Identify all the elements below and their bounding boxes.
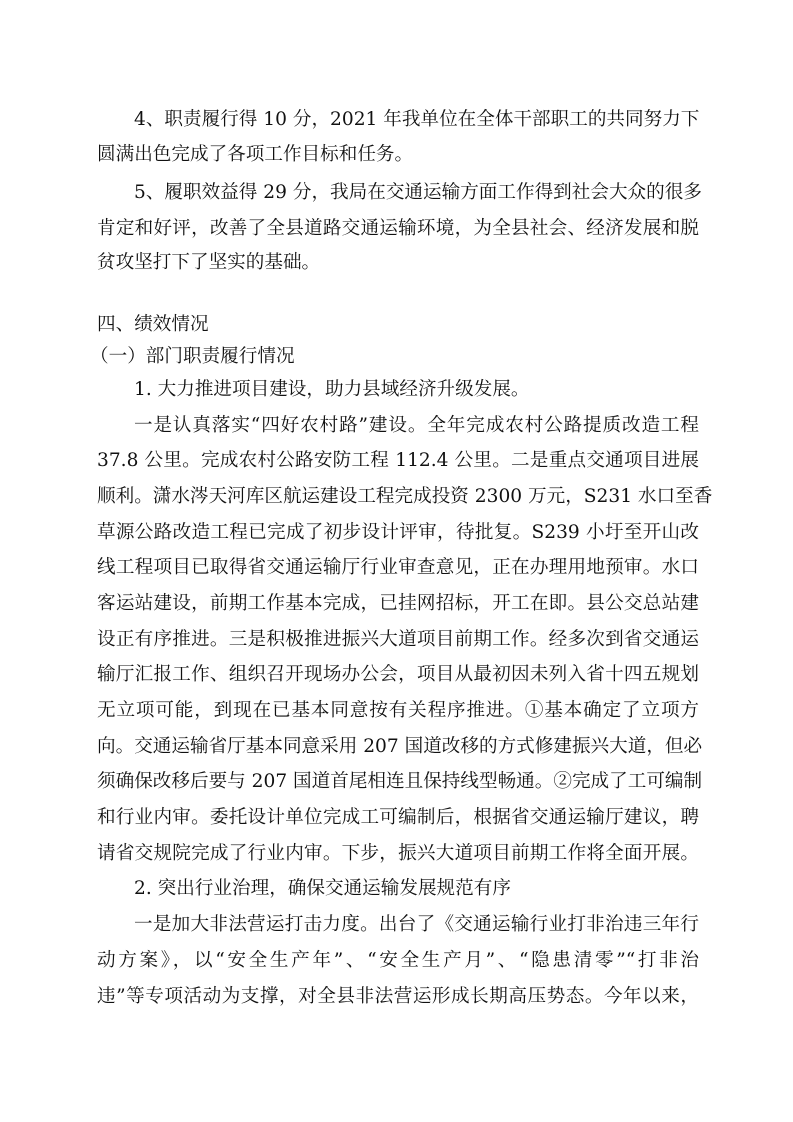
paragraph-line: 5、履职效益得 29 分，我局在交通运输方面工作得到社会大众的很多	[134, 182, 702, 203]
paragraph-line: 贫攻坚打下了坚实的基础。	[97, 252, 321, 273]
paragraph-line: 请省交规院完成了行业内审。下步，振兴大道项目前期工作将全面开展。	[97, 843, 699, 864]
paragraph-line: 设正有序推进。三是积极推进振兴大道项目前期工作。经多次到省交通运	[97, 629, 699, 650]
paragraph-line: 一是认真落实“四好农村路”建设。全年完成农村公路提质改造工程	[134, 415, 699, 436]
paragraph-line: 向。交通运输省厅基本同意采用 207 国道改移的方式修建振兴大道，但必	[97, 736, 703, 757]
subsection-heading: （一）部门职责履行情况	[90, 346, 295, 367]
paragraph-line: 动方案》，以“安全生产年”、“安全生产月”、“隐患清零”“打非治	[97, 950, 699, 971]
paragraph-line: 须确保改移后要与 207 国道首尾相连且保持线型畅通。②完成了工可编制	[97, 771, 703, 792]
paragraph-line: 线工程项目已取得省交通运输厅行业审查意见，正在办理用地预审。水口	[97, 557, 699, 578]
item-heading: 1. 大力推进项目建设，助力县域经济升级发展。	[134, 379, 530, 400]
paragraph-line: 输厅汇报工作、组织召开现场办公会，项目从最初因未列入省十四五规划	[97, 664, 699, 685]
paragraph-line: 顺利。潇水涔天河库区航运建设工程完成投资 2300 万元，S231 水口至香	[97, 486, 713, 507]
paragraph-line: 肯定和好评，改善了全县道路交通运输环境，为全县社会、经济发展和脱	[97, 218, 699, 239]
paragraph-line: 一是加大非法营运打击力度。出台了《交通运输行业打非治违三年行	[134, 914, 699, 935]
paragraph-line: 圆满出色完成了各项工作目标和任务。	[97, 144, 414, 165]
section-heading: 四、绩效情况	[97, 314, 209, 335]
paragraph-line: 违”等专项活动为支撑，对全县非法营运形成长期高压势态。今年以来，	[97, 986, 699, 1007]
paragraph-line: 客运站建设，前期工作基本完成，已挂网招标，开工在即。县公交总站建	[97, 593, 699, 614]
paragraph-line: 和行业内审。委托设计单位完成工可编制后，根据省交通运输厅建议，聘	[97, 807, 699, 828]
paragraph-line: 草源公路改造工程已完成了初步设计评审，待批复。S239 小圩至开山改	[97, 522, 699, 543]
paragraph-line: 37.8 公里。完成农村公路安防工程 112.4 公里。二是重点交通项目进展	[97, 450, 699, 471]
paragraph-line: 4、职责履行得 10 分，2021 年我单位在全体干部职工的共同努力下	[134, 109, 700, 130]
item-heading: 2. 突出行业治理，确保交通运输发展规范有序	[134, 878, 511, 899]
paragraph-line: 无立项可能，到现在已基本同意按有关程序推进。①基本确定了立项方	[97, 700, 699, 721]
